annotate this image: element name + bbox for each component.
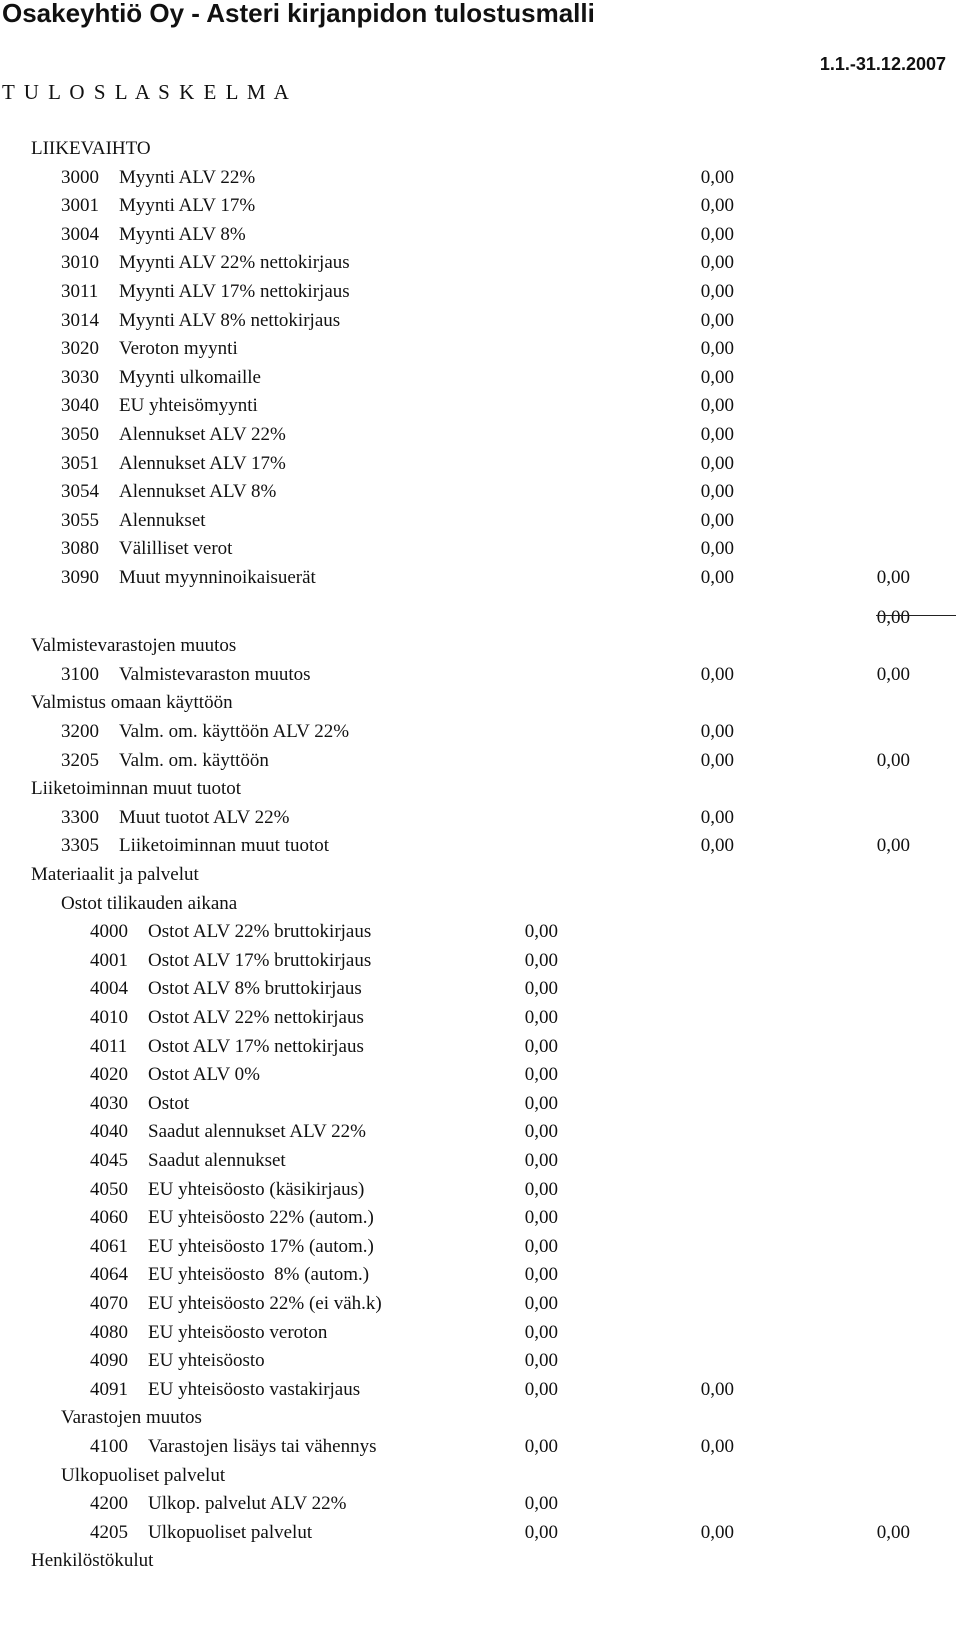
account-row [0, 1146, 960, 1175]
document-title: Osakeyhtiö Oy - Asteri kirjanpidon tulostusmalli [2, 0, 595, 28]
amount-col2: 0,00 [700, 1436, 734, 1457]
amount-col1: 0,00 [524, 1521, 558, 1543]
amount-col1: 0,00 [524, 1007, 558, 1028]
amount-col1: 0,00 [524, 978, 558, 1000]
section-heading-row [0, 1546, 960, 1575]
account-name: Alennukset ALV 22% [119, 424, 286, 445]
account-row [0, 334, 960, 363]
amount-col2: 0,00 [700, 1521, 734, 1543]
account-row [0, 1117, 960, 1146]
account-name: Valmistevaraston muutos [119, 663, 311, 685]
account-code: 4061 [90, 1235, 128, 1257]
account-code: 3080 [61, 538, 99, 560]
account-code: 4100 [90, 1436, 128, 1457]
account-code: 4000 [90, 921, 128, 943]
section-heading-row [0, 1403, 960, 1432]
section-heading: Liiketoiminnan muut tuotot [31, 778, 242, 800]
account-row [0, 1003, 960, 1032]
account-name: EU yhteisömyynti [119, 395, 258, 417]
account-name: Välilliset verot [119, 538, 233, 560]
account-code: 4030 [90, 1092, 128, 1114]
account-code: 4050 [90, 1178, 128, 1200]
account-code: 3011 [61, 281, 99, 302]
account-name: Muut tuotot ALV 22% [119, 806, 290, 828]
account-row [0, 1089, 960, 1118]
account-code: 4090 [90, 1350, 128, 1372]
amount-col1: 0,00 [524, 1293, 558, 1314]
account-row [0, 946, 960, 975]
account-name: EU yhteisöosto 8% (autom.) [148, 1264, 370, 1286]
amount-col1: 0,00 [524, 1092, 558, 1114]
amount-col2: 0,00 [700, 452, 734, 474]
account-row [0, 1518, 960, 1547]
amount-col1: 0,00 [524, 1264, 558, 1286]
account-code: 3305 [61, 835, 99, 857]
amount-col3: 0,00 [876, 835, 910, 857]
account-row [0, 1289, 960, 1318]
account-row [0, 1375, 960, 1404]
account-name: Ostot ALV 17% nettokirjaus [148, 1035, 364, 1057]
amount-col1: 0,00 [524, 1436, 558, 1457]
account-code: 3001 [61, 195, 99, 217]
amount-col2: 0,00 [700, 338, 734, 360]
account-code: 3050 [61, 424, 99, 445]
section-heading-row [0, 774, 960, 803]
amount-col2: 0,00 [700, 309, 734, 331]
account-name: Alennukset ALV 17% [119, 452, 286, 474]
amount-col2: 0,00 [700, 509, 734, 531]
report-heading: T U L O S L A S K E L M A [2, 80, 291, 104]
account-row [0, 506, 960, 535]
account-name: Alennukset [119, 509, 206, 531]
account-name: Muut myynninoikaisuerät [119, 567, 316, 588]
account-row [0, 1232, 960, 1261]
account-row [0, 803, 960, 832]
account-code: 4070 [90, 1293, 128, 1314]
account-name: Myynti ALV 17% [119, 195, 256, 217]
account-code: 3090 [61, 567, 99, 588]
account-code: 3051 [61, 452, 99, 474]
amount-col2: 0,00 [700, 281, 734, 302]
section-heading: LIIKEVAIHTO [31, 138, 151, 159]
account-row [0, 363, 960, 392]
account-row [0, 1346, 960, 1375]
report-period: 1.1.-31.12.2007 [819, 54, 946, 74]
amount-col1: 0,00 [524, 921, 558, 943]
section-heading: Materiaalit ja palvelut [31, 864, 199, 885]
section-heading-row [0, 688, 960, 717]
account-code: 4060 [90, 1207, 128, 1229]
account-code: 4080 [90, 1321, 128, 1343]
account-row [0, 420, 960, 449]
amount-col3: 0,00 [876, 567, 910, 588]
amount-col2: 0,00 [700, 424, 734, 445]
amount-col3: 0,00 [876, 749, 910, 771]
account-code: 4200 [90, 1493, 128, 1515]
amount-col2: 0,00 [700, 395, 734, 417]
account-row [0, 917, 960, 946]
amount-col1: 0,00 [524, 1150, 558, 1171]
account-row [0, 831, 960, 860]
account-name: Myynti ALV 17% nettokirjaus [119, 281, 350, 302]
account-row [0, 1203, 960, 1232]
account-name: Myynti ALV 8% nettokirjaus [119, 309, 341, 331]
account-name: EU yhteisöosto 22% (autom.) [148, 1207, 374, 1229]
account-code: 3040 [61, 395, 99, 417]
amount-col2: 0,00 [700, 663, 734, 685]
account-name: Ulkop. palvelut ALV 22% [148, 1493, 347, 1515]
account-name: Myynti ulkomaille [119, 366, 261, 388]
account-name: EU yhteisöosto 22% (ei väh.k) [148, 1293, 382, 1314]
account-code: 3054 [61, 481, 99, 503]
account-row [0, 1318, 960, 1347]
account-code: 4001 [90, 949, 128, 971]
total-row [0, 603, 960, 632]
account-name: Myynti ALV 8% [119, 223, 246, 245]
account-name: EU yhteisöosto vastakirjaus [148, 1378, 361, 1400]
account-code: 3020 [61, 338, 99, 360]
amount-col1: 0,00 [524, 1207, 558, 1229]
amount-col1: 0,00 [524, 1493, 558, 1515]
account-code: 3030 [61, 366, 99, 388]
account-name: Ulkopuoliset palvelut [148, 1521, 313, 1543]
account-row [0, 191, 960, 220]
account-code: 4010 [90, 1007, 128, 1028]
account-row [0, 277, 960, 306]
amount-col2: 0,00 [700, 538, 734, 560]
amount-col2: 0,00 [700, 835, 734, 857]
amount-col1: 0,00 [524, 1321, 558, 1343]
account-row [0, 717, 960, 746]
account-row [0, 449, 960, 478]
account-name: Alennukset ALV 8% [119, 481, 277, 503]
total-underline [876, 615, 956, 616]
account-code: 4091 [90, 1378, 128, 1400]
amount-col2: 0,00 [700, 481, 734, 503]
amount-col1: 0,00 [524, 1178, 558, 1200]
account-code: 3100 [61, 663, 99, 685]
amount-col2: 0,00 [700, 252, 734, 274]
account-code: 3004 [61, 223, 99, 245]
amount-col3: 0,00 [876, 663, 910, 685]
account-code: 4040 [90, 1121, 128, 1143]
account-name: EU yhteisöosto [148, 1350, 265, 1372]
amount-col2: 0,00 [700, 806, 734, 828]
account-name: EU yhteisöosto 17% (autom.) [148, 1235, 374, 1257]
amount-col2: 0,00 [700, 366, 734, 388]
account-row [0, 660, 960, 689]
account-code: 3205 [61, 749, 99, 771]
account-row [0, 1432, 960, 1461]
account-code: 3055 [61, 509, 99, 531]
account-row [0, 563, 960, 592]
amount-col2: 0,00 [700, 567, 734, 588]
account-row [0, 974, 960, 1003]
amount-col1: 0,00 [524, 949, 558, 971]
account-name: Ostot ALV 17% bruttokirjaus [148, 949, 372, 971]
account-name: Valm. om. käyttöön [119, 749, 269, 771]
account-name: Ostot ALV 0% [148, 1064, 260, 1086]
amount-col1: 0,00 [524, 1378, 558, 1400]
section-heading: Henkilöstökulut [31, 1550, 154, 1572]
account-row [0, 391, 960, 420]
account-name: Ostot ALV 8% bruttokirjaus [148, 978, 362, 1000]
account-name: Valm. om. käyttöön ALV 22% [119, 721, 350, 742]
section-heading: Ostot tilikauden aikana [61, 892, 238, 914]
account-name: Myynti ALV 22% [119, 166, 256, 188]
account-name: EU yhteisöosto veroton [148, 1321, 328, 1343]
account-name: Liiketoiminnan muut tuotot [119, 835, 330, 857]
account-code: 3014 [61, 309, 99, 331]
section-heading: Valmistevarastojen muutos [31, 635, 237, 657]
account-row [0, 1032, 960, 1061]
amount-col2: 0,00 [700, 749, 734, 771]
account-code: 3200 [61, 721, 99, 742]
account-name: Saadut alennukset [148, 1150, 286, 1171]
account-row [0, 477, 960, 506]
amount-col2: 0,00 [700, 223, 734, 245]
account-name: Myynti ALV 22% nettokirjaus [119, 252, 350, 274]
amount-col1: 0,00 [524, 1064, 558, 1086]
account-code: 4011 [90, 1035, 128, 1057]
section-heading: Varastojen muutos [61, 1407, 202, 1429]
account-row [0, 1489, 960, 1518]
amount-col2: 0,00 [700, 1378, 734, 1400]
account-code: 3000 [61, 166, 99, 188]
amount-col1: 0,00 [524, 1035, 558, 1057]
section-heading-row [0, 134, 960, 163]
account-row [0, 1175, 960, 1204]
account-code: 4004 [90, 978, 128, 1000]
amount-col1: 0,00 [524, 1235, 558, 1257]
amount-col1: 0,00 [524, 1350, 558, 1372]
account-row [0, 220, 960, 249]
account-name: Varastojen lisäys tai vähennys [148, 1436, 377, 1457]
account-row [0, 306, 960, 335]
amount-col2: 0,00 [700, 166, 734, 188]
account-code: 3010 [61, 252, 99, 274]
account-code: 4205 [90, 1521, 128, 1543]
account-name: EU yhteisöosto (käsikirjaus) [148, 1178, 365, 1200]
account-row [0, 1060, 960, 1089]
section-heading: Ulkopuoliset palvelut [61, 1464, 226, 1486]
account-row [0, 534, 960, 563]
section-heading-row [0, 889, 960, 918]
account-code: 4020 [90, 1064, 128, 1086]
amount-col3: 0,00 [876, 606, 910, 628]
section-heading-row [0, 860, 960, 889]
account-name: Ostot ALV 22% nettokirjaus [148, 1007, 364, 1028]
account-name: Ostot ALV 22% bruttokirjaus [148, 921, 372, 943]
account-row [0, 163, 960, 192]
account-code: 3300 [61, 806, 99, 828]
account-row [0, 248, 960, 277]
account-code: 4045 [90, 1150, 128, 1171]
section-heading-row [0, 631, 960, 660]
amount-col2: 0,00 [700, 195, 734, 217]
amount-col3: 0,00 [876, 1521, 910, 1543]
account-code: 4064 [90, 1264, 128, 1286]
account-name: Ostot [148, 1092, 190, 1114]
amount-col1: 0,00 [524, 1121, 558, 1143]
section-heading: Valmistus omaan käyttöön [31, 692, 233, 714]
amount-col2: 0,00 [700, 721, 734, 742]
account-name: Saadut alennukset ALV 22% [148, 1121, 366, 1143]
account-row [0, 1260, 960, 1289]
account-row [0, 746, 960, 775]
account-name: Veroton myynti [119, 338, 238, 360]
section-heading-row [0, 1461, 960, 1490]
